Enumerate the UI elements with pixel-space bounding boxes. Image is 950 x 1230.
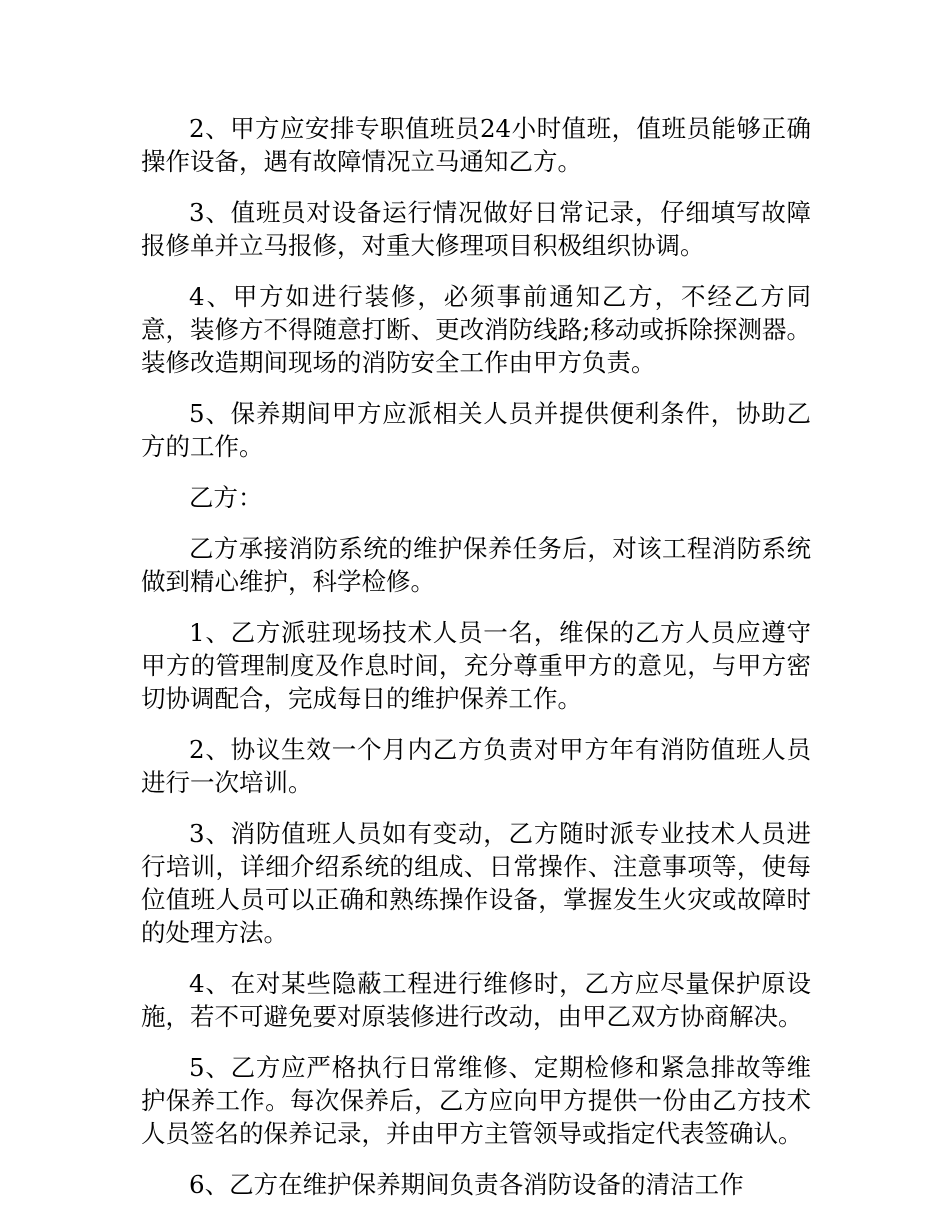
paragraph-party-b-intro: 乙方承接消防系统的维护保养任务后，对该工程消防系统做到精心维护，科学检修。 xyxy=(141,534,811,596)
paragraph-party-b-2: 2、协议生效一个月内乙方负责对甲方年有消防值班人员进行一次培训。 xyxy=(141,735,811,797)
paragraph-party-a-5: 5、保养期间甲方应派相关人员并提供便利条件，协助乙方的工作。 xyxy=(141,399,811,461)
document-body xyxy=(141,112,811,1201)
section-heading-party-b: 乙方： xyxy=(189,483,263,512)
paragraph-party-b-6: 6、乙方在维护保养期间负责各消防设备的清洁工作 xyxy=(189,1170,744,1199)
paragraph-party-b-4: 4、在对某些隐蔽工程进行维修时，乙方应尽量保护原设施，若不可避免要对原装修进行改动，由甲乙双方协商解决。 xyxy=(141,969,811,1031)
paragraph-party-b-5: 5、乙方应严格执行日常维修、定期检修和紧急排故等维护保养工作。每次保养后，乙方应向甲方提供一份由乙方技术人员签名的保养记录，并由甲方主管领导或指定代表签确认。 xyxy=(141,1053,811,1148)
paragraph-party-a-4: 4、甲方如进行装修，必须事前通知乙方，不经乙方同意，装修方不得随意打断、更改消防线路;移动或拆除探测器。装修改造期间现场的消防安全工作由甲方负责。 xyxy=(141,282,811,377)
paragraph-party-a-3: 3、值班员对设备运行情况做好日常记录，仔细填写故障报修单并立马报修，对重大修理项目积极组织协调。 xyxy=(141,198,811,260)
paragraph-party-a-2: 2、甲方应安排专职值班员24小时值班，值班员能够正确操作设备，遇有故障情况立马通知乙方。 xyxy=(141,114,811,176)
paragraph-party-b-1: 1、乙方派驻现场技术人员一名，维保的乙方人员应遵守甲方的管理制度及作息时间，充分尊重甲方的意见，与甲方密切协调配合，完成每日的维护保养工作。 xyxy=(141,618,811,713)
paragraph-party-b-3: 3、消防值班人员如有变动，乙方随时派专业技术人员进行培训，详细介绍系统的组成、日常操作、注意事项等，使每位值班人员可以正确和熟练操作设备，掌握发生火灾或故障时的处理方法。 xyxy=(141,819,811,947)
